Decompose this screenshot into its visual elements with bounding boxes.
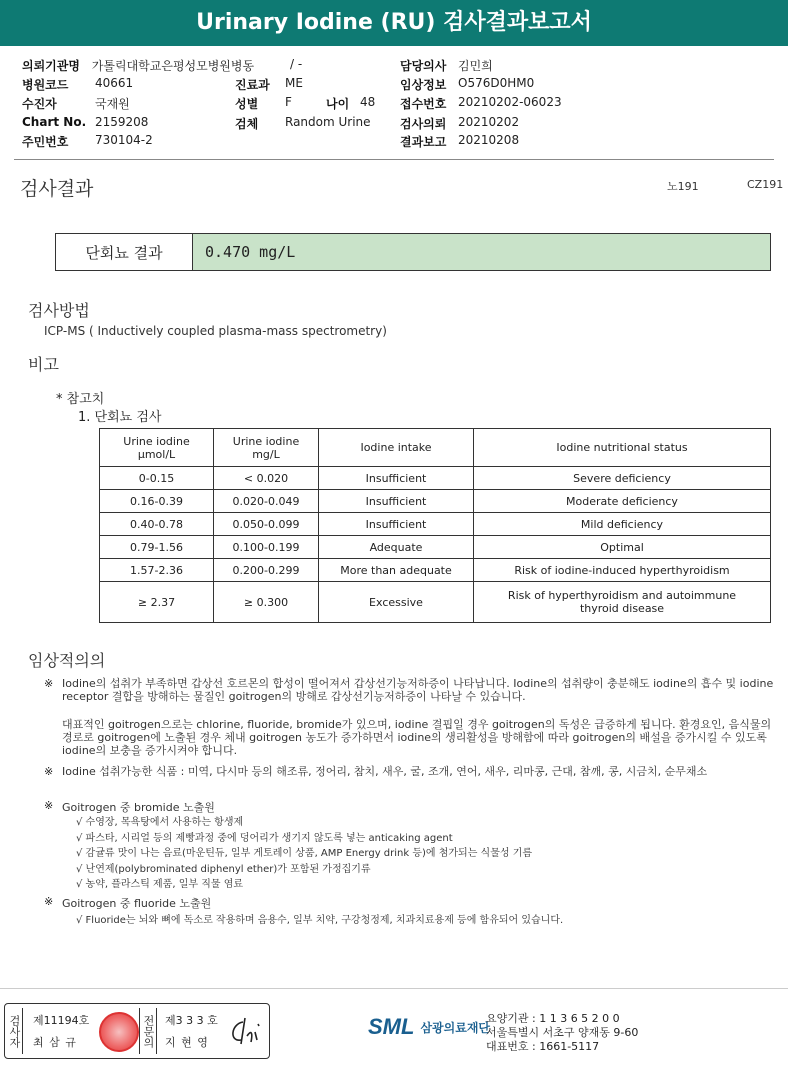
reference-title: * 참고치 (56, 392, 105, 407)
id-label: 주민번호 (22, 135, 69, 149)
list-item: √ 파스타, 시리얼 등의 제빵과정 중에 덩어리가 생기지 않도록 넣는 anticaking agent (76, 832, 453, 844)
code-1: 노191 (667, 180, 699, 193)
org-phone: 대표번호 : 1661-5117 (486, 1040, 600, 1053)
bromide-title: Goitrogen 중 bromide 노출원 (62, 801, 215, 814)
receipt-label: 접수번호 (400, 97, 447, 111)
dept-value: ME (285, 76, 303, 90)
table-row (100, 513, 771, 536)
list-item: √ 감귤류 맛이 나는 음료(마운틴듀, 일부 게토레이 상품, AMP Energy drink 등)에 첨가되는 식물성 기름 (76, 848, 533, 859)
receipt-value: 20210202-06023 (458, 95, 562, 109)
list-item: √ 난연제(polybrominated diphenyl ether)가 포함된 가정집기류 (76, 863, 371, 875)
table-cell: More than adequate (319, 559, 474, 582)
table-cell: 0.40-0.78 (100, 513, 214, 536)
org-address: 서울특별시 서초구 양재동 9-60 (486, 1026, 639, 1039)
org-info (486, 1012, 638, 1054)
result-label: 단회뇨 결과 (56, 234, 193, 270)
bullet-icon: ※ (44, 895, 54, 908)
remarks-title: 비고 (28, 355, 59, 374)
table-cell: ≥ 2.37 (100, 582, 214, 623)
fluoride-title: Goitrogen 중 fluoride 노출원 (62, 897, 212, 910)
logo-mark: SML (368, 1014, 415, 1039)
report-date-label: 결과보고 (400, 135, 447, 149)
requester-label: 의뢰기관명 (22, 59, 80, 73)
bullet-icon: ※ (44, 799, 54, 812)
clinical-info-label: 임상정보 (400, 78, 447, 92)
inspector-label: 검사자 (6, 1008, 23, 1054)
table-cell: Excessive (319, 582, 474, 623)
clinical-paragraph-1: Iodine의 섭취가 부족하면 갑상선 호르몬의 합성이 떨어져서 갑상선기능저하증이 나타납니다. Iodine의 섭취량이 충분해도 iodine의 흡수 및 iodine receptor 결합을 방해하는 물질인 goitrogen의 방해로 갑상선기능저하증이 나타날 수 있습니다. (62, 677, 774, 703)
list-item: √ Fluoride는 뇌와 뼈에 독소로 작용하며 음용수, 일부 치약, 구강청정제, 치과치료용제 등에 함유되어 있습니다. (76, 915, 564, 926)
list-item: √ 농약, 플라스틱 제품, 일부 직물 염료 (76, 879, 244, 890)
age-label: 나이 (326, 97, 350, 111)
request-date-label: 검사의뢰 (400, 117, 447, 131)
table-row (100, 559, 771, 582)
specialist-label: 전문의 (139, 1008, 157, 1054)
chart-value: 2159208 (95, 115, 149, 129)
id-value: 730104-2 (95, 133, 153, 147)
clinical-title: 임상적의의 (28, 651, 106, 670)
requester-value: 가톨릭대학교은평성모병원병동 (91, 59, 255, 73)
patient-label: 수진자 (22, 97, 57, 111)
hospital-code-value: 40661 (95, 76, 134, 90)
report-title: Urinary Iodine (RU) 검사결과보고서 (0, 0, 788, 46)
iodine-foods: Iodine 섭취가능한 식품 : 미역, 다시마 등의 해조류, 정어리, 참치, 새우, 굴, 조개, 연어, 새우, 리마콩, 근대, 참깨, 콩, 시금치, 순무채소 (62, 765, 708, 778)
table-cell: Insufficient (319, 490, 474, 513)
specimen-label: 검체 (235, 117, 259, 131)
table-cell: 0.100-0.199 (214, 536, 319, 559)
doctor-label: 담당의사 (400, 59, 447, 73)
table-row (100, 467, 771, 490)
dept-label: 진료과 (235, 78, 270, 92)
signature-icon (225, 1014, 265, 1048)
table-cell: Adequate (319, 536, 474, 559)
list-item: √ 수영장, 목욕탕에서 사용하는 항생제 (76, 817, 244, 828)
divider (14, 159, 774, 160)
sex-label: 성별 (235, 97, 259, 111)
table-cell: Insufficient (319, 467, 474, 490)
org-code: 요양기관 : 1 1 3 6 5 2 0 0 (486, 1012, 620, 1025)
footer-divider (0, 988, 788, 989)
table-cell: 0.020-0.049 (214, 490, 319, 513)
bullet-icon: ※ (44, 677, 54, 690)
table-row (100, 582, 771, 623)
doctor-value: 김민희 (458, 59, 493, 73)
table-row (100, 536, 771, 559)
specialist-name: 지 현 영 (165, 1036, 209, 1049)
inspector-name: 최 삼 규 (33, 1036, 77, 1049)
clinical-info-value: O576D0HM0 (458, 76, 535, 90)
table-cell: 0.79-1.56 (100, 536, 214, 559)
hospital-code-label: 병원코드 (22, 78, 69, 92)
ward-value: / - (290, 57, 303, 71)
patient-info (22, 57, 782, 152)
report-date-value: 20210208 (458, 133, 520, 147)
specimen-value: Random Urine (285, 115, 371, 129)
specialist-number: 제3 3 3 호 (165, 1014, 218, 1027)
table-cell: 0.16-0.39 (100, 490, 214, 513)
table-cell: Risk of hyperthyroidism and autoimmune thyroid disease (474, 582, 771, 623)
table-cell: Risk of iodine-induced hyperthyroidism (474, 559, 771, 582)
table-cell: 0.200-0.299 (214, 559, 319, 582)
inspector-number: 제11194호 (33, 1014, 90, 1027)
results-title: 검사결과 (20, 178, 94, 200)
sex-value: F (285, 95, 292, 109)
table-cell: ≥ 0.300 (214, 582, 319, 623)
table-cell: < 0.020 (214, 467, 319, 490)
result-value: 0.470 mg/L (193, 234, 770, 270)
table-header: Iodine nutritional status (474, 429, 771, 467)
seal-icon (99, 1012, 139, 1052)
clinical-paragraph-2: 대표적인 goitrogen으로는 chlorine, fluoride, bromide가 있으며, iodine 결핍일 경우 goitrogen의 독성은 급증하게 됩니다. 환경요인, 음식물의 경로로 goitrogen에 노출된 경우 체내 goitrogen 농도가 증가하면서 iodine의 생리활성을 방해함에 따라 goitrogen의 배설을 증가시킬 수 있도록 iodine의 보충을 증가시켜야 합니다. (62, 718, 772, 757)
table-header: Urine iodine μmol/L (100, 429, 214, 467)
fluoride-list (76, 911, 563, 926)
bromide-list (76, 815, 532, 893)
logo-text: 삼광의료재단 (420, 1020, 491, 1035)
table-cell: Moderate deficiency (474, 490, 771, 513)
method-title: 검사방법 (28, 301, 90, 320)
chart-label: Chart No. (22, 115, 87, 129)
patient-value: 국재원 (95, 97, 130, 111)
table-cell: 0-0.15 (100, 467, 214, 490)
bullet-icon: ※ (44, 765, 54, 778)
method-text: ICP-MS ( Inductively coupled plasma-mass spectrometry) (44, 324, 387, 338)
table-row (100, 490, 771, 513)
table-cell: Insufficient (319, 513, 474, 536)
signature-box (4, 1003, 270, 1059)
reference-subtitle: 1. 단회뇨 검사 (78, 410, 162, 425)
reference-table (99, 428, 771, 623)
code-2: CZ191 (747, 178, 784, 191)
table-header: Urine iodine mg/L (214, 429, 319, 467)
result-box (55, 233, 771, 271)
table-cell: Mild deficiency (474, 513, 771, 536)
age-value: 48 (360, 95, 376, 109)
table-cell: Severe deficiency (474, 467, 771, 490)
request-date-value: 20210202 (458, 115, 520, 129)
table-cell: 0.050-0.099 (214, 513, 319, 536)
table-cell: 1.57-2.36 (100, 559, 214, 582)
table-cell: Optimal (474, 536, 771, 559)
sml-logo (368, 1014, 490, 1040)
table-header: Iodine intake (319, 429, 474, 467)
